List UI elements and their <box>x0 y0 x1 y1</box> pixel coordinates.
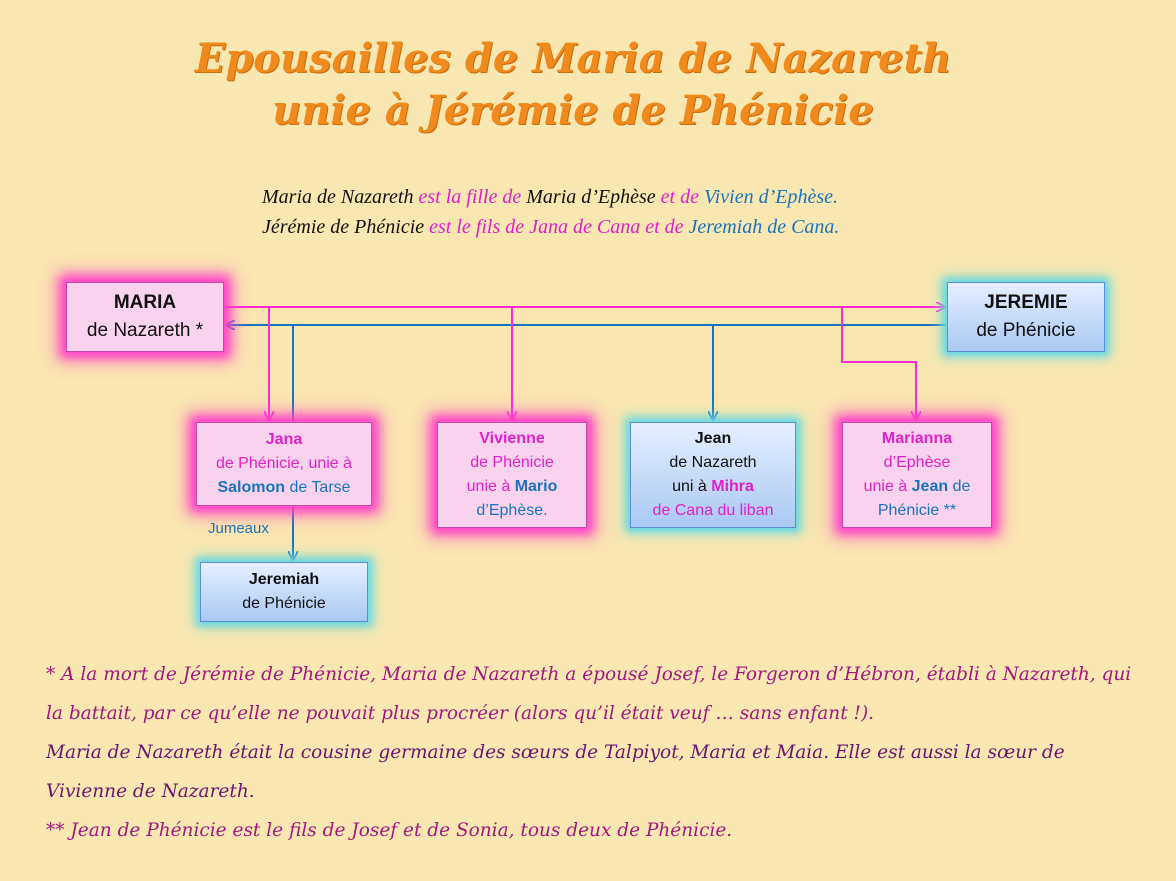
node-jeremie-sub: de Phénicie <box>976 320 1076 341</box>
node-marianna-line3 <box>843 475 991 499</box>
line-to-marianna <box>842 307 916 420</box>
intro-mother: Maria d’Ephèse <box>526 186 661 208</box>
title-line-1: Epousailles de Maria de Nazareth <box>194 35 952 82</box>
node-jana <box>196 422 372 506</box>
intro-conjunction: et de <box>660 186 704 208</box>
node-jean-union: uni à <box>672 478 712 495</box>
title-line-2: unie à Jérémie de Phénicie <box>272 87 874 134</box>
node-jean-line3 <box>631 475 795 499</box>
footnote-2: Maria de Nazareth était la cousine germaine des sœurs de Talpiyot, Maria et Maia. Elle est aussi la sœur de Vivienne de Nazareth. <box>46 742 1065 802</box>
node-marianna-line4: Phénicie ** <box>877 502 957 519</box>
node-jana-line3 <box>197 476 371 500</box>
node-jean-name: Jean <box>694 430 732 447</box>
node-jeremie-name: JEREMIE <box>984 292 1068 313</box>
node-jeremiah <box>200 562 368 622</box>
intro-father: Vivien d’Ephèse. <box>703 186 838 208</box>
node-jean-line4: de Cana du liban <box>652 502 774 519</box>
footnote-1: * A la mort de Jérémie de Phénicie, Maria de Nazareth a épousé Josef, le Forgeron d’Hébron, établi à Nazareth, qui la battait, par ce qu’elle ne pouvait plus procréer (alors qu’il était veuf … sans enfant !). <box>46 664 1132 724</box>
jumeaux-label: Jumeaux <box>208 520 269 537</box>
footnote-3: ** Jean de Phénicie est le fils de Josef et de Sonia, tous deux de Phénicie. <box>46 820 733 841</box>
node-maria-sub: de Nazareth * <box>86 320 204 341</box>
node-marianna-spouse: Jean <box>911 478 949 495</box>
node-jean-line2: de Nazareth <box>669 454 757 471</box>
node-jana-spouse-tail: de Tarse <box>285 479 351 496</box>
node-marianna-de: de <box>948 478 971 495</box>
intro-relation: est la fille de <box>418 186 527 208</box>
node-maria <box>66 282 224 352</box>
node-vivienne-name: Vivienne <box>479 430 545 447</box>
node-marianna-line2: d’Ephèse <box>883 454 951 471</box>
node-jana-line2: de Phénicie, unie à <box>215 455 353 472</box>
node-marianna-union: unie à <box>863 478 912 495</box>
node-maria-name: MARIA <box>113 292 177 313</box>
node-vivienne-line4: d’Ephèse. <box>476 502 548 519</box>
node-marianna <box>842 422 992 528</box>
node-jeremiah-sub: de Phénicie <box>242 595 326 612</box>
footnotes <box>46 655 1146 850</box>
node-jana-name: Jana <box>265 431 303 448</box>
node-jeremie <box>947 282 1105 352</box>
intro-jeremie: Jérémie de Phénicie <box>262 216 430 238</box>
node-jean <box>630 422 796 528</box>
node-jean-spouse: Mihra <box>711 478 754 495</box>
node-marianna-name: Marianna <box>881 430 953 447</box>
intro-maria: Maria de Nazareth <box>262 186 419 208</box>
node-vivienne-line2: de Phénicie <box>470 454 554 471</box>
intro-relation-2: est le fils de Jana de Cana et de <box>429 216 689 238</box>
node-vivienne <box>437 422 587 528</box>
node-jana-spouse: Salomon <box>217 479 286 496</box>
intro-father-2: Jeremiah de Cana. <box>688 216 840 238</box>
node-vivienne-union: unie à <box>466 478 515 495</box>
node-vivienne-line3 <box>438 475 586 499</box>
node-jeremiah-name: Jeremiah <box>248 571 320 588</box>
node-vivienne-spouse: Mario <box>514 478 558 495</box>
